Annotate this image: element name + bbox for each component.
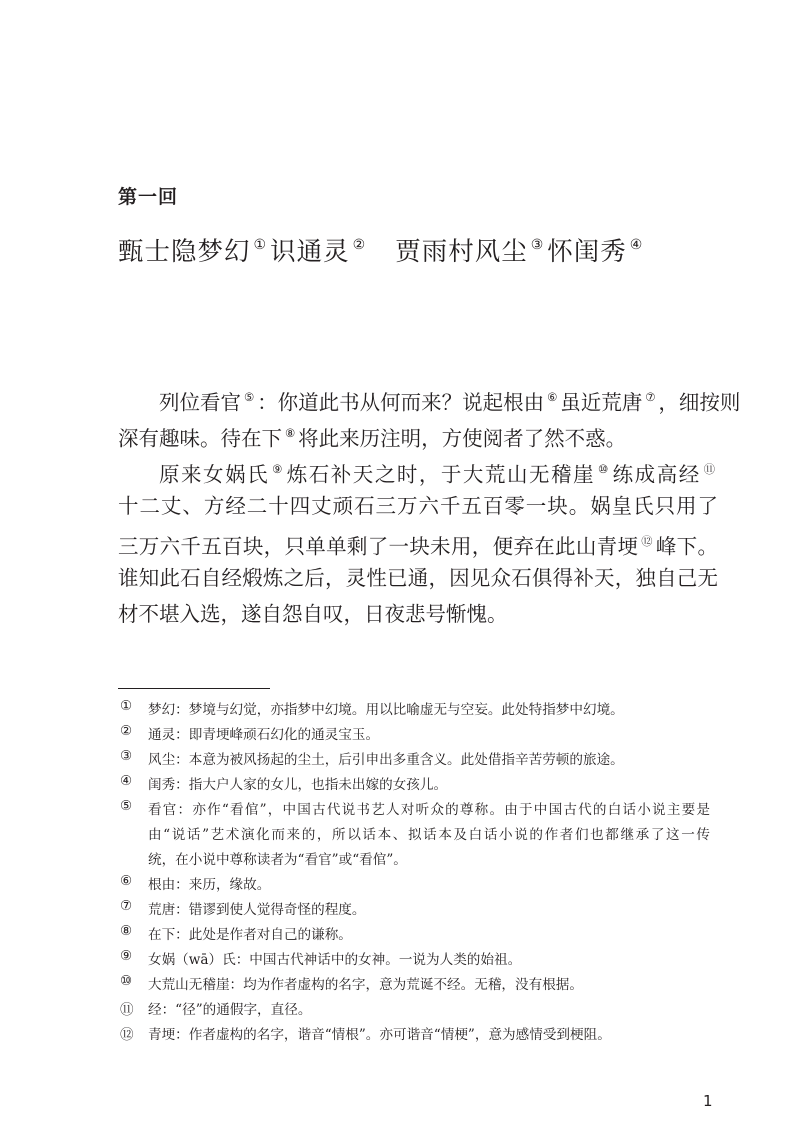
footnote-marker[interactable]: ① xyxy=(253,237,268,254)
body-line: 谁知此石自经煅炼之后，灵性已通，因见众石俱得补天，独自己无 xyxy=(118,566,718,590)
footnote-number: ⑤ xyxy=(120,798,133,814)
footnote-number: ① xyxy=(120,698,133,714)
footnote-item xyxy=(120,898,710,923)
body-line: 十二丈、方经二十四丈顽石三万六千五百零一块。娲皇氏只用了 xyxy=(118,494,718,518)
body-line: 原来女娲氏 ⑨ 炼石补天之时，于大荒山无稽崖 ⑩ 练成高经 ⑪ xyxy=(159,462,716,487)
title-part-3: 贾雨村风尘 xyxy=(395,237,528,267)
footnote-number: ⑧ xyxy=(120,923,133,939)
footnote-item xyxy=(120,723,710,748)
footnote-text: 根由：来历，缘故。 xyxy=(148,877,271,893)
footnote-text: 在下：此处是作者对自己的谦称。 xyxy=(148,927,352,943)
footnote-number: ② xyxy=(120,723,133,739)
footnote-item xyxy=(120,973,710,998)
page-number: 1 xyxy=(703,1092,713,1110)
footnote-marker[interactable]: ⑫ xyxy=(641,535,653,548)
footnote-text: 看官：亦作“看倌”，中国古代说书艺人对听众的尊称。由于中国古代的白话小说主要是 xyxy=(148,802,710,818)
footnote-item xyxy=(120,998,710,1023)
footnote-number: ⑩ xyxy=(120,973,133,989)
body-line: 列位看官 ⑤ ：你道此书从何而来？说起根由 ⑥ 虽近荒唐 ⑦ ，细按则 xyxy=(159,390,741,415)
footnote-number: ⑥ xyxy=(120,873,133,889)
footnote-text: 由“说话”艺术演化而来的，所以话本、拟话本及白话小说的作者们也都继承了这一传 xyxy=(148,827,710,843)
body-line: 材不堪入选，遂自怨自叹，日夜悲号惭愧。 xyxy=(118,602,508,626)
body-line: 三万六千五百块，只单单剩了一块未用，便弃在此山青埂 ⑫ 峰下。 xyxy=(118,534,718,559)
footnote-marker[interactable]: ③ xyxy=(530,237,545,254)
footnotes xyxy=(120,698,710,1048)
chapter-title xyxy=(118,232,646,268)
title-part-4: 怀闺秀 xyxy=(547,237,627,267)
footnote-marker[interactable]: ⑩ xyxy=(598,463,610,476)
footnote-text: 通灵：即青埂峰顽石幻化的通灵宝玉。 xyxy=(148,727,380,743)
footnote-text: 经：“径”的通假字，直径。 xyxy=(148,1002,312,1018)
title-part-1: 甄士隐梦幻 xyxy=(118,237,251,267)
footnote-text: 荒唐：错谬到使人觉得奇怪的程度。 xyxy=(148,902,366,918)
footnote-marker[interactable]: ⑥ xyxy=(547,391,558,404)
footnote-text: 统，在小说中尊称读者为“看官”或“看倌”。 xyxy=(148,852,407,868)
footnote-marker[interactable]: ④ xyxy=(629,237,644,254)
footnote-marker[interactable]: ⑤ xyxy=(244,391,255,404)
chapter-label: 第一回 xyxy=(118,186,179,208)
footnote-marker[interactable]: ② xyxy=(352,237,367,254)
footnote-text: 大荒山无稽崖：均为作者虚构的名字，意为荒诞不经。无稽，没有根据。 xyxy=(148,977,583,993)
body-text xyxy=(118,380,741,632)
footnote-marker[interactable]: ⑦ xyxy=(645,391,656,404)
footnote-item xyxy=(120,923,710,948)
footnote-marker[interactable]: ⑪ xyxy=(703,463,716,476)
title-part-2: 识通灵 xyxy=(270,237,350,267)
footnote-item xyxy=(120,773,710,798)
footnote-number: ③ xyxy=(120,748,133,764)
footnote-text: 梦幻：梦境与幻觉，亦指梦中幻境。用以比喻虚无与空妄。此处特指梦中幻境。 xyxy=(148,702,624,718)
footnote-number: ⑪ xyxy=(120,1002,134,1018)
footnote-text: 风尘：本意为被风扬起的尘土，后引申出多重含义。此处借指辛苦劳顿的旅途。 xyxy=(148,752,624,768)
footnote-number: ④ xyxy=(120,773,133,789)
footnote-item xyxy=(120,748,710,773)
footnote-item xyxy=(120,798,710,873)
footnote-number: ⑫ xyxy=(120,1027,134,1043)
footnote-text: 女娲（wā）氏：中国古代神话中的女神。一说为人类的始祖。 xyxy=(148,952,522,968)
footnote-marker[interactable]: ⑨ xyxy=(272,463,284,476)
footnote-item xyxy=(120,1023,710,1048)
footnote-separator xyxy=(118,688,270,689)
footnote-number: ⑦ xyxy=(120,898,133,914)
body-line: 深有趣味。待在下 ⑧ 将此来历注明，方使阅者了然不惑。 xyxy=(118,426,627,451)
footnote-item xyxy=(120,873,710,898)
footnote-text: 青埂：作者虚构的名字，谐音“情根”。亦可谐音“情梗”，意为感情受到梗阻。 xyxy=(148,1027,611,1043)
footnote-text: 闺秀：指大户人家的女儿，也指未出嫁的女孩儿。 xyxy=(148,777,448,793)
footnote-marker[interactable]: ⑧ xyxy=(285,427,296,440)
footnote-number: ⑨ xyxy=(120,948,133,964)
footnote-item xyxy=(120,698,710,723)
footnote-item xyxy=(120,948,710,973)
